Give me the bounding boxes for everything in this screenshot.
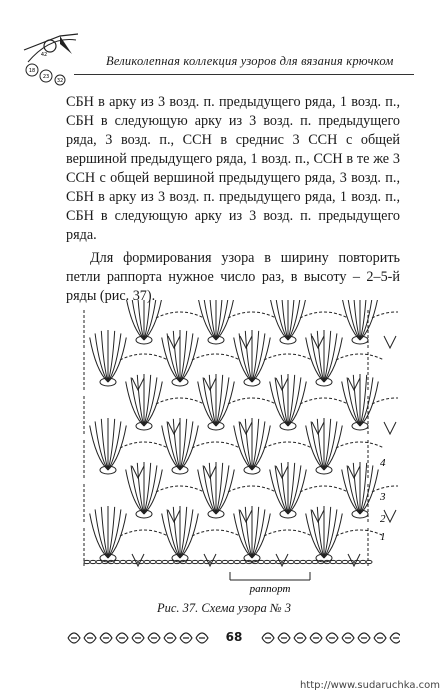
fan-stitch [180, 338, 198, 382]
chain-stitch [228, 560, 234, 563]
fan-stitch [90, 426, 108, 470]
chain-stitch [342, 560, 348, 563]
chain-stitch [306, 560, 312, 563]
ornament-mark [262, 633, 274, 643]
fan-stitch [342, 382, 360, 426]
ornament-mark [84, 633, 96, 643]
fan-stitch [162, 338, 180, 382]
fan-stitch [252, 338, 270, 382]
fan-stitch [234, 426, 252, 470]
chain-arch [156, 312, 204, 318]
chain-stitch [330, 560, 336, 563]
ornament-mark [326, 633, 338, 643]
chain-arch [192, 442, 240, 448]
ornament-mark [374, 633, 386, 643]
body-text [66, 93, 400, 306]
ornament-mark [196, 633, 208, 643]
ornament-mark [342, 633, 354, 643]
fan-stitch [270, 470, 288, 514]
page-footer [66, 626, 400, 650]
fan-stitch [108, 426, 126, 470]
single-crochet [384, 422, 396, 434]
watermark-url: http://www.sudaruchka.com [299, 680, 440, 691]
chain-arch [372, 398, 398, 404]
chain-arch [336, 530, 384, 536]
chain-arch [120, 442, 168, 448]
fan-stitch [270, 382, 288, 426]
chain-stitch [336, 560, 342, 563]
fan-stitch [216, 382, 234, 426]
fan-stitch [252, 514, 270, 558]
fan-stitch [144, 470, 162, 514]
chain-arch [336, 354, 384, 360]
chain-stitch [126, 560, 132, 563]
chain-stitch [270, 560, 276, 563]
chain-arch [156, 486, 204, 492]
chain-stitch [84, 560, 90, 563]
fan-stitch [360, 470, 378, 514]
chain-arch [264, 530, 312, 536]
emblem-icon [20, 32, 84, 88]
fan-stitch [324, 338, 342, 382]
chain-stitch [114, 560, 120, 563]
ornament-mark [68, 633, 80, 643]
chain-stitch [162, 560, 168, 563]
chain-stitch [240, 560, 246, 563]
fan-stitch [252, 426, 270, 470]
fan-stitch [234, 514, 252, 558]
chain-stitch [120, 560, 126, 563]
chain-stitch [264, 560, 270, 563]
fan-stitch [144, 382, 162, 426]
row-label: 1 [380, 531, 386, 543]
fan-stitch [360, 382, 378, 426]
chain-stitch [300, 560, 306, 563]
page-number: 68 [225, 630, 243, 644]
chain-stitch [366, 560, 372, 563]
instruction-paragraph: Для формирования узора в ширину повторить петли раппорта нужное число раз, в высоту – 2–5-й ряды (рис. 37). [66, 250, 400, 304]
chain-arch [228, 486, 276, 492]
ornament-mark [310, 633, 322, 643]
chain-stitch [192, 560, 198, 563]
fan-stitch [306, 338, 324, 382]
fan-stitch [306, 426, 324, 470]
chain-stitch [288, 560, 294, 563]
ornament-mark [180, 633, 192, 643]
chain-arch [192, 354, 240, 360]
ornament-mark [148, 633, 160, 643]
fan-stitch [198, 382, 216, 426]
ornament-mark [294, 633, 306, 643]
chain-stitch [222, 560, 228, 563]
single-crochet [384, 336, 396, 348]
row-label: 2 [380, 513, 386, 525]
figure-caption: Рис. 37. Схема узора № 3 [156, 601, 292, 615]
fan-stitch [288, 470, 306, 514]
chain-stitch [168, 560, 174, 563]
instruction-paragraph: СБН в арку из 3 возд. п. предыдущего ряда, 1 возд. п., СБН в следующую арку из 3 возд. п. предыдущего ряда, 3 возд. п., ССН в среднис 3 ССН с общей вершиной предыдущего ряда, 1 возд. п., ССН в те же 3 ССН с общей вершиной предыдущего ряда, 3 возд. п., СБН в арку из 3 возд. п. предыдущего ряда, 1 возд. п., СБН в следующую арку из 3 возд. п. предыдущего ряда. [66, 94, 400, 243]
chain-arch [156, 398, 204, 404]
fan-stitch [90, 514, 108, 558]
row-label: 3 [380, 491, 386, 503]
chain-arch [264, 442, 312, 448]
single-crochet [384, 510, 396, 522]
fan-stitch [180, 514, 198, 558]
chain-stitch [360, 560, 366, 563]
ornament-mark [132, 633, 144, 643]
emblem-number: 42 [40, 52, 48, 58]
fan-stitch [90, 338, 108, 382]
fan-stitch [306, 514, 324, 558]
chain-stitch [156, 560, 162, 563]
ornament-mark [100, 633, 112, 643]
ornament-mark [358, 633, 370, 643]
header-title: Великолепная коллекция узоров для вязания крючком [106, 54, 394, 68]
ornament-mark [278, 633, 290, 643]
repeat-label: раппорт [249, 583, 291, 595]
chain-arch [300, 312, 348, 318]
row-label: 4 [380, 457, 386, 469]
chain-stitch [258, 560, 264, 563]
chain-stitch [216, 560, 222, 563]
chain-stitch [198, 560, 204, 563]
chain-arch [300, 486, 348, 492]
chain-stitch [234, 560, 240, 563]
ornament-mark [116, 633, 128, 643]
fan-stitch [234, 338, 252, 382]
running-header [14, 32, 434, 88]
fan-stitch [162, 426, 180, 470]
chain-arch [228, 398, 276, 404]
fan-stitch [324, 514, 342, 558]
chain-arch [120, 354, 168, 360]
chain-arch [300, 398, 348, 404]
fan-stitch [126, 470, 144, 514]
header-rule [74, 74, 414, 75]
emblem-number: 32 [56, 78, 64, 84]
emblem-number: 23 [42, 74, 50, 80]
fan-stitch [342, 470, 360, 514]
fan-stitch [324, 426, 342, 470]
crochet-diagram [78, 300, 398, 600]
chain-arch [372, 312, 398, 318]
fan-stitch [108, 338, 126, 382]
chain-arch [228, 312, 276, 318]
chain-stitch [150, 560, 156, 563]
fan-stitch [180, 426, 198, 470]
fan-stitch [216, 470, 234, 514]
chain-arch [336, 442, 384, 448]
ornament-mark [390, 633, 400, 643]
emblem-number: 18 [28, 68, 36, 74]
chain-stitch [294, 560, 300, 563]
chain-stitch [96, 560, 102, 563]
chain-arch [120, 530, 168, 536]
fan-stitch [288, 382, 306, 426]
fan-stitch [108, 514, 126, 558]
chain-arch [264, 354, 312, 360]
fan-stitch [198, 470, 216, 514]
chain-stitch [312, 560, 318, 563]
ornament-mark [164, 633, 176, 643]
chain-stitch [90, 560, 96, 563]
chain-stitch [186, 560, 192, 563]
fan-stitch [126, 382, 144, 426]
chain-arch [192, 530, 240, 536]
chain-stitch [144, 560, 150, 563]
fan-stitch [162, 514, 180, 558]
